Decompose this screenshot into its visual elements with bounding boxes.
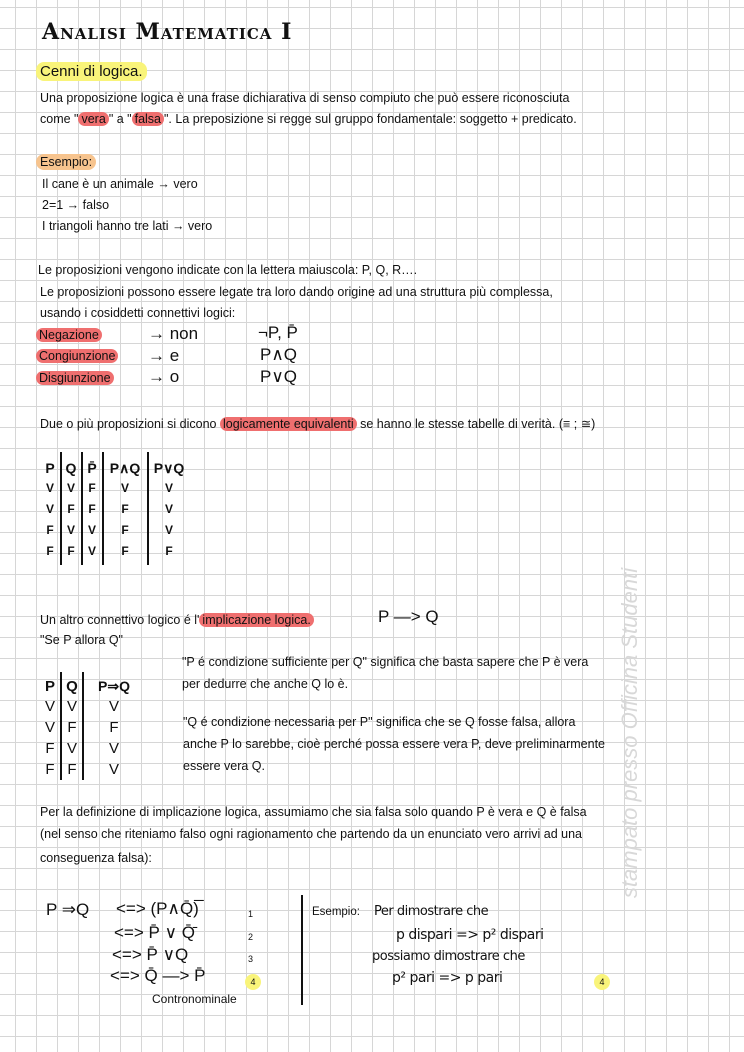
- section-heading: Cenni di logica.: [36, 62, 147, 81]
- watermark: stampato presso Officina Studenti: [617, 567, 642, 899]
- intro-line: come " vera " a " falsa ". La preposizione si regge sul gruppo fondamentale: soggetto + predicato.: [40, 112, 577, 126]
- connective-symbol: P∨Q: [260, 367, 298, 386]
- table-cell: V: [164, 523, 173, 537]
- table-cell: F: [109, 719, 119, 736]
- table-cell: F: [67, 502, 75, 516]
- connective-arrow: → o: [148, 367, 180, 386]
- table-cell: V: [164, 481, 173, 495]
- table-cell: V: [87, 544, 96, 558]
- table-cell: V: [108, 761, 119, 778]
- table-cell: F: [67, 544, 75, 558]
- table-cell: F: [121, 502, 129, 516]
- example-line: 2=1 → falso: [42, 198, 110, 212]
- necessary-text: essere vera Q.: [183, 759, 265, 773]
- connective-name: Disgiunzione: [36, 371, 114, 385]
- table-cell: V: [44, 698, 55, 715]
- connective-arrow: → non: [148, 324, 199, 343]
- definition-text: (nel senso che riteniamo falso ogni ragionamento che partendo da un enunciato vero arrivi ad una: [40, 827, 583, 841]
- table-cell: F: [165, 544, 173, 558]
- example-label: Esempio:: [36, 154, 96, 170]
- connective-arrow: → e: [148, 346, 180, 365]
- table-cell: V: [66, 740, 77, 757]
- table-cell: V: [44, 719, 55, 736]
- table-cell: F: [67, 761, 77, 778]
- table-cell: V: [108, 740, 119, 757]
- page-title: Analisi Matematica I: [42, 19, 293, 45]
- se-allora-text: "Se P allora Q": [40, 633, 123, 647]
- example-line: Il cane è un animale → vero: [42, 177, 198, 191]
- implication-formula: P —> Q: [378, 607, 439, 626]
- table-cell: F: [88, 502, 96, 516]
- table-cell: F: [45, 740, 55, 757]
- table-cell: V: [120, 481, 129, 495]
- table-cell: F: [88, 481, 96, 495]
- connective-symbol: P∧Q: [260, 345, 298, 364]
- divider: [301, 895, 303, 1005]
- table-cell: V: [45, 502, 54, 516]
- table-cell: V: [164, 502, 173, 516]
- table-cell: V: [66, 481, 75, 495]
- necessary-text: "Q é condizione necessaria per P" significa che se Q fosse falsa, allora: [183, 715, 576, 729]
- implication-text: Un altro connettivo logico é l' implicazione logica.: [40, 612, 314, 628]
- table-cell: F: [46, 523, 54, 537]
- table-cell: F: [121, 523, 129, 537]
- table-cell: V: [66, 698, 77, 715]
- equivalence-text: Due o più proposizioni si dicono logicamente equivalenti se hanno le stesse tabelle di verità. (≡ ; ≅): [40, 417, 596, 431]
- table-cell: V: [108, 698, 119, 715]
- sufficient-text: "P é condizione sufficiente per Q" significa che basta sapere che P è vera: [182, 655, 589, 669]
- example-line: I triangoli hanno tre lati → vero: [42, 219, 213, 233]
- necessary-text: anche P lo sarebbe, cioè perché possa essere vera P, deve preliminarmente: [183, 737, 606, 751]
- definition-text: Per la definizione di implicazione logica, assumiamo che sia falsa solo quando P è vera e Q è falsa: [40, 805, 587, 819]
- connective-name: Negazione: [36, 328, 102, 342]
- definition-text: conseguenza falsa):: [40, 851, 152, 865]
- intro-line: Una proposizione logica è una frase dichiarativa di senso compiuto che può essere riconosciuta: [40, 91, 570, 105]
- table-cell: V: [66, 523, 75, 537]
- notation-text: Le proposizioni vengono indicate con la lettera maiuscola: P, Q, R….: [38, 263, 418, 277]
- connect-line: Le proposizioni possono essere legate tra loro dando origine ad una struttura più complessa,: [40, 285, 553, 299]
- sufficient-text: per dedurre che anche Q lo è.: [182, 677, 349, 691]
- highlight-implicazione: implicazione logica.: [199, 613, 313, 627]
- table-cell: F: [45, 761, 55, 778]
- highlight-equivalenti: logicamente equivalenti: [220, 417, 357, 431]
- connect-line: usando i cosiddetti connettivi logici:: [40, 306, 236, 320]
- connective-name: Congiunzione: [36, 349, 118, 363]
- table-cell: F: [46, 544, 54, 558]
- highlight-vera: vera: [78, 112, 108, 126]
- table-cell: V: [45, 481, 54, 495]
- highlight-falsa: falsa: [132, 112, 164, 126]
- table-cell: V: [87, 523, 96, 537]
- table-cell: F: [67, 719, 77, 736]
- table-cell: F: [121, 544, 129, 558]
- connective-symbol: ¬P, P̄: [258, 323, 298, 342]
